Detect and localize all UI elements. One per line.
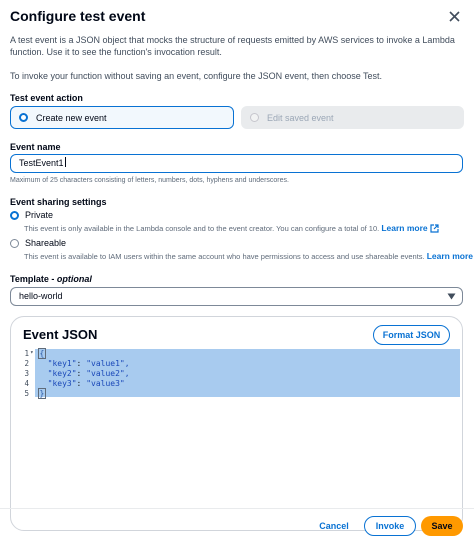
template-label: Template - optional — [10, 274, 92, 284]
code-line-5: } — [39, 389, 45, 398]
private-radio[interactable] — [10, 211, 19, 220]
line-number: 5 — [24, 389, 29, 398]
line-number: 4 — [24, 379, 29, 388]
event-name-input[interactable] — [10, 154, 463, 173]
template-value: hello-world — [19, 291, 63, 301]
event-name-value: TestEvent1 — [19, 158, 64, 168]
shareable-description-text: This event is available to IAM users within the same account who have permissions to access and use shareable events. — [24, 252, 425, 261]
dialog-description: A test event is a JSON object that mocks the structure of requests emitted by AWS services to invoke a Lambda function. Use it to see the function's invocation result. — [10, 35, 455, 57]
code-line-4: "key3": "value3" — [47, 379, 125, 388]
event-name-hint: Maximum of 25 characters consisting of letters, numbers, dots, hyphens and underscores. — [10, 177, 289, 184]
caret-down-icon — [447, 293, 456, 300]
code-line-2: "key1": "value1", — [47, 359, 130, 368]
shareable-radio[interactable] — [10, 239, 19, 248]
save-button[interactable]: Save — [421, 516, 463, 536]
json-code-editor[interactable] — [11, 349, 462, 530]
code-line-1: { — [39, 349, 45, 358]
private-option[interactable] — [10, 210, 53, 220]
create-new-event-label: Create new event — [36, 112, 107, 123]
text-caret — [65, 157, 66, 167]
shareable-label: Shareable — [25, 238, 67, 248]
shareable-option[interactable] — [10, 238, 66, 248]
line-number-gutter — [11, 349, 35, 530]
cancel-button[interactable]: Cancel — [319, 521, 349, 531]
create-new-event-tile[interactable] — [10, 106, 234, 129]
close-icon — [449, 11, 460, 22]
footer-divider — [0, 508, 474, 509]
create-new-event-radio[interactable] — [19, 113, 28, 122]
close-button[interactable] — [444, 6, 464, 26]
external-link-icon — [430, 224, 439, 233]
line-number: 1 — [24, 349, 29, 358]
fold-arrow-icon[interactable]: ▾ — [30, 349, 34, 356]
private-description-text: This event is only available in the Lambda console and to the event creator. You can configure a total of 10. — [24, 224, 380, 233]
edit-saved-event-label: Edit saved event — [267, 112, 334, 123]
edit-saved-event-tile — [241, 106, 464, 129]
event-name-label: Event name — [10, 142, 61, 152]
event-sharing-label: Event sharing settings — [10, 197, 107, 207]
shareable-description — [24, 251, 474, 261]
private-learn-more-link[interactable]: Learn more — [381, 223, 438, 233]
private-description — [24, 223, 439, 233]
line-number: 3 — [24, 369, 29, 378]
invoke-button[interactable]: Invoke — [364, 516, 416, 536]
test-event-action-label: Test event action — [10, 93, 83, 103]
format-json-button[interactable]: Format JSON — [373, 325, 450, 345]
shareable-learn-more-link[interactable]: Learn more — [426, 251, 474, 261]
event-json-panel — [10, 316, 463, 531]
dialog-instruction: To invoke your function without saving an event, configure the JSON event, then choose Test. — [10, 71, 383, 81]
code-line-3: "key2": "value2", — [47, 369, 130, 378]
template-select[interactable] — [10, 287, 463, 306]
event-json-title: Event JSON — [23, 327, 98, 342]
private-label: Private — [25, 210, 54, 220]
line-number: 2 — [24, 359, 29, 368]
edit-saved-event-radio — [250, 113, 259, 122]
dialog-title: Configure test event — [10, 8, 146, 24]
dialog-header — [10, 6, 464, 28]
